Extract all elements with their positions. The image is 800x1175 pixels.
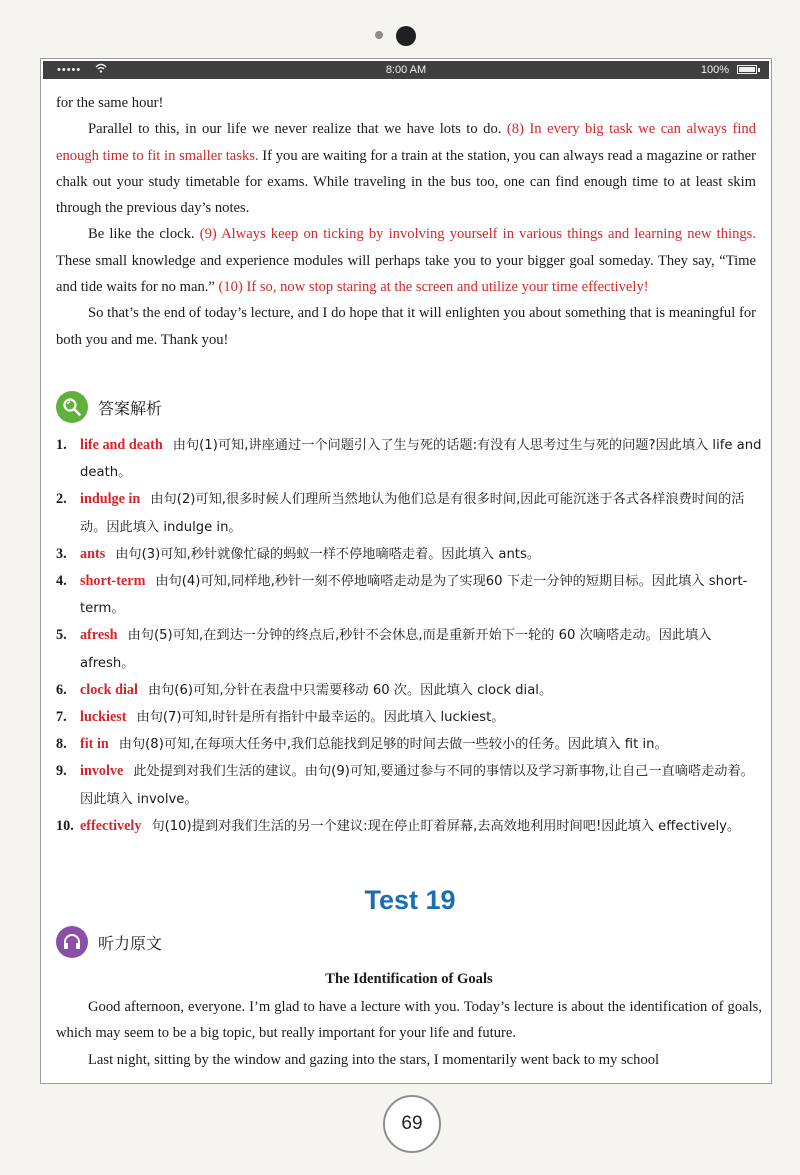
highlighted-sentence: (8) In every big task we can always find enough time to fit in smaller tasks. xyxy=(56,121,756,164)
answer-item xyxy=(56,704,762,731)
listening-section-title: 听力原文 xyxy=(98,933,163,953)
answer-word: clock dial xyxy=(80,681,138,698)
listening-passage-title: The Identification of Goals xyxy=(325,971,493,987)
answer-number: 4. xyxy=(56,573,67,590)
answer-item xyxy=(56,568,762,622)
answer-item xyxy=(56,758,762,812)
answer-item xyxy=(56,432,762,486)
answer-item xyxy=(56,622,762,676)
answer-item xyxy=(56,677,762,704)
answer-explanation: 由句(3)可知,秒针就像忙碌的蚂蚁一样不停地嘀嗒走着。因此填入 ants。 xyxy=(115,546,541,562)
answer-word: short-term xyxy=(80,573,146,590)
answer-word: life and death xyxy=(80,437,163,453)
answer-word: luckiest xyxy=(80,709,127,726)
answer-word: afresh xyxy=(80,627,118,644)
tablet-camera-dot xyxy=(375,31,383,39)
passage-paragraph: for the same hour! xyxy=(56,95,164,111)
answer-explanation: 句(10)提到对我们生活的另一个建议:现在停止盯着屏幕,去高效地利用时间吧!因此填入 effectively。 xyxy=(151,818,741,834)
signal-dots: ••••• xyxy=(57,64,82,76)
passage-paragraph: So that’s the end of today’s lecture, and I do hope that it will enlighten you about something that is meaningful for both you and me. Thank you! xyxy=(56,305,756,348)
listening-passage xyxy=(56,994,762,1073)
answer-explanation: 此处提到对我们生活的建议。由句(9)可知,要通过参与不同的事情以及学习新事物,让自己一直嘀嗒走动着。因此填入 involve。 xyxy=(80,764,754,807)
passage-paragraph: Be like the clock. (9) Always keep on ticking by involving yourself in various things and learning new things. These small knowledge and experience modules will perhaps take you to your bigger goal someday. They say, “Time and tide waits for no man.” (10) If so, now stop staring at the screen and utilize your time effectively! xyxy=(56,226,756,296)
answer-number: 8. xyxy=(56,736,67,753)
answer-section-header xyxy=(56,391,162,423)
answer-number: 10. xyxy=(56,817,74,834)
answer-explanation: 由句(4)可知,同样地,秒针一刻不停地嘀嗒走动是为了实现60 下走一分钟的短期目标。因此填入 short-term。 xyxy=(80,574,748,617)
headphones-icon xyxy=(56,926,88,958)
answer-number: 3. xyxy=(56,545,67,562)
passage-paragraph: Good afternoon, everyone. I’m glad to have a lecture with you. Today’s lecture is about the identification of goals, which may seem to be a big topic, but really important for your life and future. xyxy=(56,999,762,1042)
answer-number: 5. xyxy=(56,627,67,644)
answer-section-title: 答案解析 xyxy=(98,398,163,418)
answer-number: 9. xyxy=(56,763,67,780)
answer-number: 6. xyxy=(56,681,67,698)
answer-item xyxy=(56,731,762,758)
answer-explanation: 由句(7)可知,时针是所有指针中最幸运的。因此填入 luckiest。 xyxy=(136,710,505,726)
highlighted-sentence: (9) Always keep on ticking by involving yourself in various things and learning new things. xyxy=(199,226,756,243)
answer-item xyxy=(56,486,762,540)
passage-paragraph: Parallel to this, in our life we never realize that we have lots to do. (8) In every big task we can always find enough time to fit in smaller tasks. If you are waiting for a train at the station, you can always read a magazine or rather chalk out your study timetable for exams. While traveling in the bus too, one can find enough time to at least skim through the previous day’s notes. xyxy=(56,121,756,217)
answer-word: effectively xyxy=(80,817,142,834)
tablet-camera xyxy=(396,26,416,46)
answer-number: 2. xyxy=(56,491,67,508)
status-bar xyxy=(43,61,769,79)
listening-section-header xyxy=(56,926,162,958)
highlighted-sentence: (10) If so, now stop staring at the screen and utilize your time effectively! xyxy=(218,279,649,296)
answer-item xyxy=(56,813,762,840)
answer-explanation: 由句(2)可知,很多时候人们理所当然地认为他们总是有很多时间,因此可能沉迷于各式各样浪费时间的活动。因此填入 indulge in。 xyxy=(80,492,745,535)
answer-word: involve xyxy=(80,763,124,780)
page-number: 69 xyxy=(383,1095,441,1153)
answer-list xyxy=(56,432,762,840)
status-time: 8:00 AM xyxy=(385,64,427,76)
passage-paragraph: Last night, sitting by the window and gazing into the stars, I momentarily went back to my school xyxy=(88,1051,660,1068)
battery-percent: 100% xyxy=(700,64,729,76)
answer-explanation: 由句(8)可知,在每项大任务中,我们总能找到足够的时间去做一些较小的任务。因此填入 fit in。 xyxy=(118,737,668,753)
answer-explanation: 由句(6)可知,分针在表盘中只需要移动 60 次。因此填入 clock dial。 xyxy=(147,682,553,698)
answer-explanation: 由句(5)可知,在到达一分钟的终点后,秒针不会休息,而是重新开始下一轮的 60 次嘀嗒走动。因此填入 afresh。 xyxy=(80,628,712,671)
lecture-passage xyxy=(56,90,756,353)
answer-number: 1. xyxy=(56,437,67,453)
answer-explanation: 由句(1)可知,讲座通过一个问题引入了生与死的话题:有没有人思考过生与死的问题?因此填入 life and death。 xyxy=(80,438,762,481)
answer-word: ants xyxy=(80,545,106,562)
test-title: Test 19 xyxy=(364,885,456,915)
answer-word: fit in xyxy=(80,736,109,753)
battery-tip xyxy=(758,68,760,72)
answer-item xyxy=(56,541,762,568)
magnifier-icon xyxy=(56,391,88,423)
answer-number: 7. xyxy=(56,709,67,726)
battery-icon xyxy=(737,65,757,74)
answer-word: indulge in xyxy=(80,491,141,508)
